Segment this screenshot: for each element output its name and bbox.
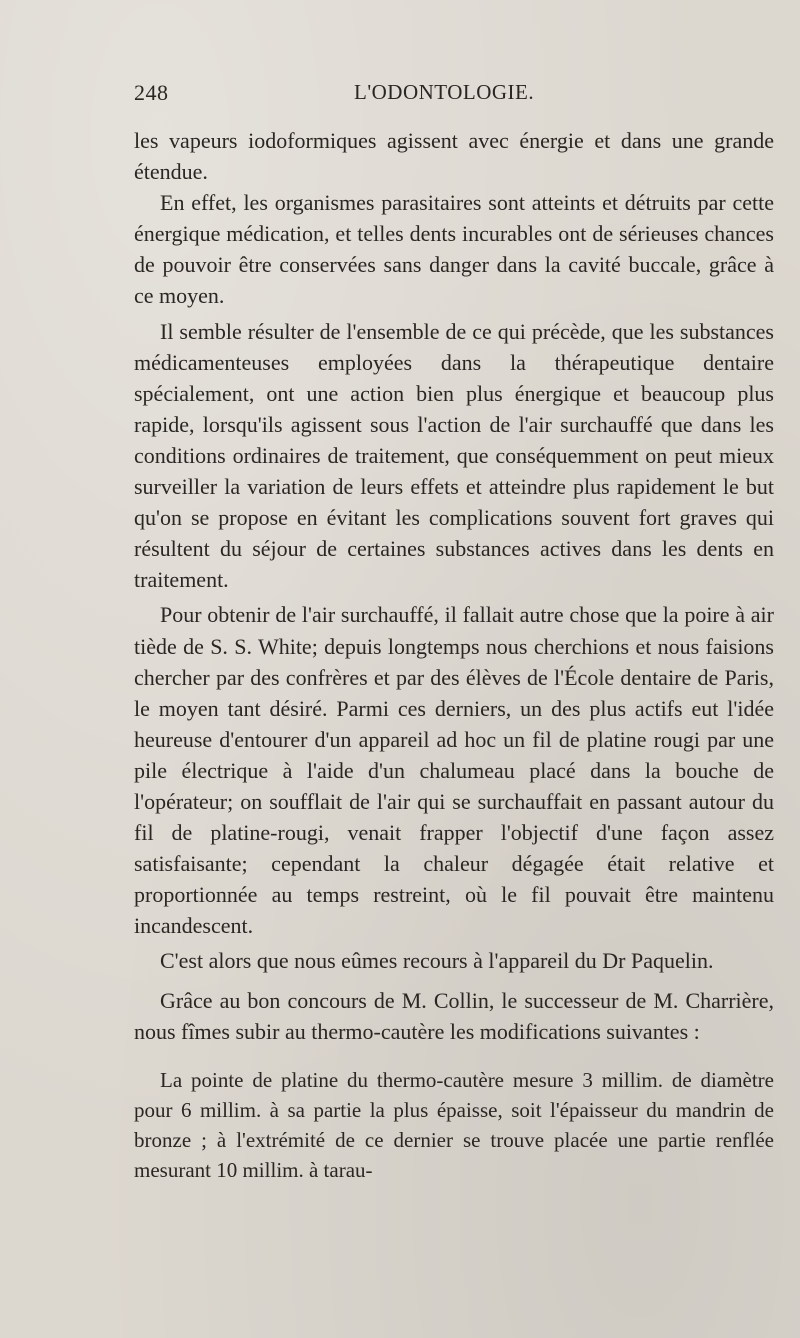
body-text bbox=[134, 125, 774, 1185]
small-print-section bbox=[134, 1065, 774, 1185]
paragraph-6: Grâce au bon concours de M. Collin, le successeur de M. Charrière, nous fîmes subir au thermo-cautère les modifications suivantes : bbox=[134, 987, 774, 1044]
paragraph-4: Pour obtenir de l'air surchauffé, il fallait autre chose que la poire à air tiède de S. S. White; depuis longtemps nous cherchions et nous faisions chercher par des confrères et par des élèves de l'École dentaire de Paris, le moyen tant désiré. Parmi ces derniers, un des plus actifs eut l'idée heureuse d'entourer d'un appareil ad hoc un fil de platine rougi par une pile électrique à l'aide d'un chalumeau placé dans la bouche de l'opérateur; on soufflait de l'air qui se surchauffait en passant autour du fil de platine-rougi, venait frapper l'objectif d'une façon assez satisfaisante; cependant la chaleur dégagée était relative et proportionnée au temps restreint, où le fil pouvait être maintenu incandescent. bbox=[134, 602, 774, 939]
paragraph-3: Il semble résulter de l'ensemble de ce qui précède, que les substances médicamenteuses employées dans la thérapeutique dentaire spécialement, ont une action bien plus énergique et beaucoup plus rapide, lorsqu'ils agissent sous l'action de l'air surchauffé que dans les conditions ordinaires de traitement, que conséquemment on peut mieux surveiller la variation de leurs effets et atteindre plus rapidement le but qu'on se propose en évitant les complications souvent fort graves qui résultent du séjour de certaines substances actives dans les dents en traitement. bbox=[134, 318, 774, 593]
paragraph-7: La pointe de platine du thermo-cautère mesure 3 millim. de diamètre pour 6 millim. à sa partie la plus épaisse, soit l'épaisseur du mandrin de bronze ; à l'extrémité de ce dernier se trouve placée une partie renflée mesurant 10 millim. à tarau- bbox=[134, 1067, 774, 1182]
page-header bbox=[134, 80, 774, 110]
paragraph-2: En effet, les organismes parasitaires sont atteints et détruits par cette énergique médication, et telles dents incurables ont de sérieuses chances de pouvoir être conservées sans danger dans la cavité buccale, grâce à ce moyen. bbox=[134, 190, 774, 309]
page-number: 248 bbox=[134, 80, 169, 105]
paragraph-5: C'est alors que nous eûmes recours à l'appareil du Dr Paquelin. bbox=[160, 948, 714, 974]
paragraph-1: les vapeurs iodoformiques agissent avec énergie et dans une grande étendue. bbox=[134, 128, 774, 185]
running-title: L'ODONTOLOGIE. bbox=[354, 80, 535, 104]
